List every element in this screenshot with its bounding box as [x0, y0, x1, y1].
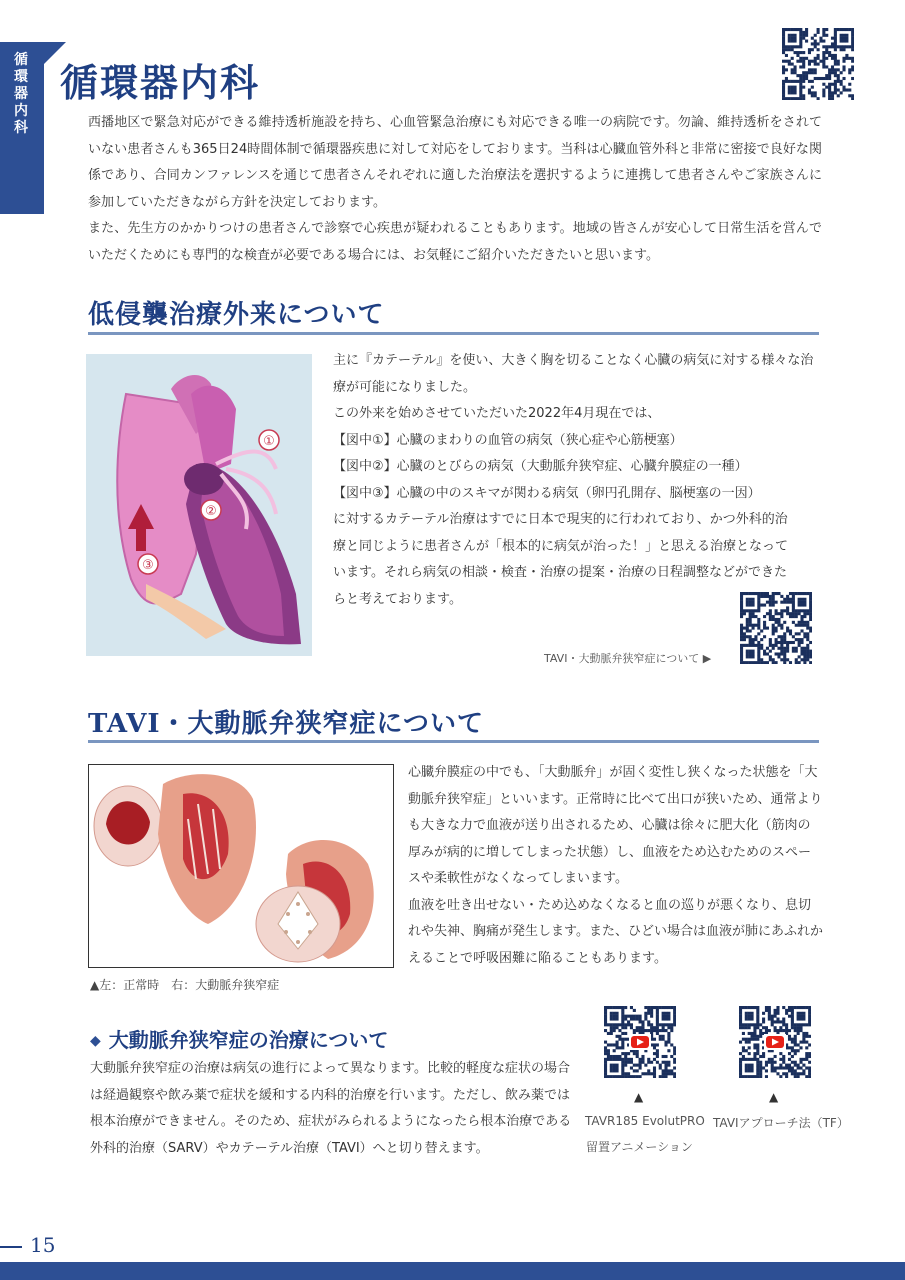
aortic-valve-illustration: [88, 764, 394, 968]
side-tab-label: 循環器内科: [14, 52, 28, 136]
video-caption-evolut-sub: 留置アニメーション: [586, 1140, 693, 1154]
section1-paragraph: 【図中①】心臓のまわりの血管の病気（狭心症や心筋梗塞）: [333, 432, 683, 448]
qr-code-tavi[interactable]: [740, 592, 812, 664]
image-caption: ▲左：正常時 右：大動脈弁狭窄症: [90, 978, 280, 992]
qr-caption-tavi: TAVI・大動脈弁狭窄症について ▶: [544, 652, 712, 665]
treatment-paragraph: 大動脈弁狭窄症の治療は病気の進行によって異なります。比較的軽度な症状の場合は経過観察や飲み薬で症状を緩和する内科的治療を行います。ただし、飲み薬では根本治療ができません。そのため、症状がみられるようになったら根本治療である外科的治療（SARV）やカテーテル治療（TAVI）へと切り替えます。: [90, 1061, 572, 1156]
treatment-heading-text: 大動脈弁狭窄症の治療について: [108, 1028, 389, 1052]
marker-1: ①: [263, 434, 275, 449]
marker-2: ②: [205, 504, 217, 519]
marker-3: ③: [142, 558, 154, 573]
intro-text: [88, 110, 822, 269]
section-heading-minimally-invasive: 低侵襲治療外来について: [88, 300, 385, 330]
arrow-up-icon: ▲: [634, 1090, 644, 1104]
treatment-text: [90, 1056, 575, 1162]
diamond-icon: ◆: [90, 1033, 101, 1049]
page-title: 循環器内科: [60, 60, 261, 105]
page-number-line: [0, 1246, 22, 1248]
section-heading-tavi: TAVI・大動脈弁狭窄症について: [88, 709, 485, 739]
intro-paragraph: 西播地区で緊急対応ができる維持透析施設を持ち、心血管緊急治療にも対応できる唯一の病院です。勿論、維持透析をされていない患者さんも365日24時間体制で循環器疾患に対して対応をしております。当科は心臓血管外科と非常に密接で良好な関係であり、合同カンファレンスを通じて患者さんそれぞれに適した治療法を選択するように連携して患者さんやご家族さんに参加していただきながら方針を決定しております。: [88, 115, 822, 210]
section1-paragraph: 【図中②】心臓のとびらの病気（大動脈弁狭窄症、心臓弁膜症の一種）: [333, 459, 748, 474]
section2-paragraph: 血液を吐き出せない・ため込めなくなると血の巡りが悪くなり、息切れや失神、胸痛が発生します。また、ひどい場合は血液が肺にあふれかえることで呼吸困難に陥ることもあります。: [408, 897, 823, 966]
section1-paragraph: 主に『カテーテル』を使い、大きく胸を切ることなく心臓の病気に対する様々な治療が可能になりました。: [333, 353, 814, 395]
footer-bar: [0, 1262, 905, 1280]
heart-illustration: [86, 354, 312, 656]
section1-paragraph: この外来を始めさせていただいた2022年4月現在では、: [333, 406, 661, 421]
section-rule: [88, 332, 819, 335]
section1-text: [333, 348, 823, 613]
qr-code-top[interactable]: [782, 28, 854, 100]
qr-code-video-evolut[interactable]: [604, 1006, 676, 1078]
qr-code-video-tf[interactable]: [739, 1006, 811, 1078]
video-caption-tf: TAVIアプローチ法（TF）: [713, 1116, 849, 1130]
section1-paragraph: 【図中③】心臓の中のスキマが関わる病気（卵円孔開存、脳梗塞の一因）: [333, 485, 761, 501]
page-number: 15: [30, 1233, 56, 1257]
treatment-heading: [90, 1024, 388, 1053]
video-caption-evolut: TAVR185 EvolutPRO: [585, 1114, 705, 1128]
section2-text: [408, 760, 823, 972]
intro-paragraph: また、先生方のかかりつけの患者さんで診察で心疾患が疑われることもあります。地域の皆さんが安心して日常生活を営んでいただくためにも専門的な検査が必要である場合には、お気軽にご紹介いただきたいと思います。: [88, 221, 822, 263]
section-rule: [88, 740, 819, 743]
section2-paragraph: 心臓弁膜症の中でも、「大動脈弁」が固く変性し狭くなった状態を「大動脈弁狭窄症」といいます。正常時に比べて出口が狭いため、通常よりも大きな力で血液が送り出されるため、心臓は徐々に肥大化（筋肉の厚みが病的に増してしまった状態）し、血液をため込むためのスペースや柔軟性がなくなってしまいます。: [408, 765, 823, 886]
arrow-up-icon: ▲: [769, 1090, 779, 1104]
section1-paragraph: に対するカテーテル治療はすでに日本で現実的に行われており、かつ外科的治療と同じように患者さんが「根本的に病気が治った！」と思える治療となっています。それら病気の相談・検査・治療の提案・治療の日程調整などができたらと考えております。: [333, 512, 789, 607]
